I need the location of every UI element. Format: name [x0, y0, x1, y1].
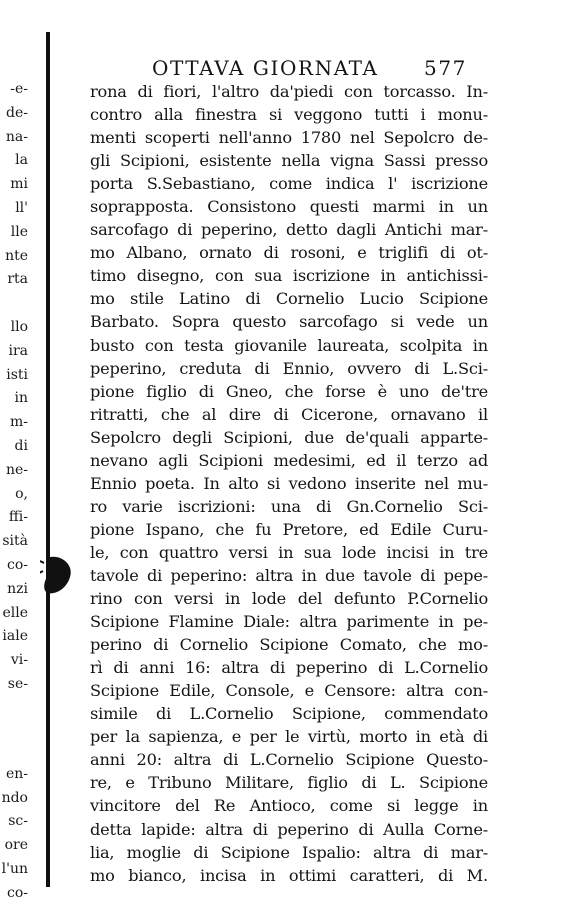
left-fragment: -e- [10, 81, 28, 97]
left-fragment: vi- [10, 652, 28, 669]
left-fragment: l'un [1, 860, 28, 877]
text-line: rona di fiori, l'altro da'piedi con torcasso. In- [90, 82, 488, 101]
text-line: timo disegno, con sua iscrizione in antichissi- [90, 266, 488, 286]
text-line: vincitore del Re Antioco, come si legge in [90, 796, 488, 816]
text-line: busto con testa giovanile laureata, scolpita in [90, 335, 488, 355]
text-line: nevano agli Scipioni medesimi, ed il terzo ad [90, 450, 488, 470]
left-fragment [0, 292, 28, 316]
text-line: mo bianco, incisa in ottimi caratteri, di M. [90, 865, 488, 885]
left-fragment: na- [5, 128, 28, 145]
left-fragment: di [14, 437, 28, 454]
text-line: menti scoperti nell'anno 1780 nel Sepolcro de- [90, 128, 488, 148]
left-fragment: en- [5, 765, 28, 782]
text-line: Barbato. Sopra questo sarcofago si vede un [90, 312, 488, 332]
left-fragment: la [15, 152, 28, 169]
left-fragment: lle [10, 223, 28, 240]
text-line: anni 20: altra di L.Cornelio Scipione Questo- [90, 750, 488, 770]
text-line: perino di Cornelio Scipione Comato, che mo- [90, 635, 488, 655]
left-fragment: sità [2, 533, 28, 550]
left-fragment-gap [0, 697, 28, 763]
text-line: Scipione Edile, Console, e Censore: altra con- [90, 681, 488, 701]
text-line: detta lapide: altra di peperino di Aulla Corne- [90, 819, 488, 839]
left-fragment: se- [7, 675, 28, 692]
left-fragment: co- [7, 556, 28, 573]
text-line: sarcofago di peperino, detto dagli Antichi mar- [90, 220, 488, 240]
text-line: le, con quattro versi in sua lode incisi in tre [90, 542, 488, 562]
text-line: porta S.Sebastiano, come indica l' iscrizione [90, 174, 488, 194]
text-line: contro alla finestra si veggono tutti i monu- [90, 105, 488, 125]
text-line: Scipione Flamine Diale: altra parimente in pe- [90, 612, 488, 632]
text-line: simile di L.Cornelio Scipione, commendato [90, 704, 488, 724]
text-line: pione Ispano, che fu Pretore, ed Edile Curu- [90, 519, 488, 539]
text-line: rì di anni 16: altra di peperino di L.Cornelio [90, 658, 488, 678]
text-line: ro varie iscrizioni: una di Gn.Cornelio Sci- [90, 496, 488, 516]
left-fragment: rta [7, 271, 28, 288]
text-line: rino con versi in lode del defunto P.Cornelio [90, 589, 488, 609]
left-fragment: ffi- [8, 509, 28, 526]
running-title: OTTAVA GIORNATA [152, 56, 379, 80]
left-fragment: co- [7, 884, 28, 901]
text-line: lia, moglie di Scipione Ispalio: altra di mar- [90, 842, 488, 862]
left-fragment: m- [9, 414, 28, 431]
page-number: 577 [424, 56, 467, 80]
left-fragment: ira [8, 342, 28, 359]
text-line: pione figlio di Gneo, che forse è uno de'tre [90, 381, 488, 401]
text-line: soprapposta. Consistono questi marmi in un [90, 197, 488, 217]
text-line: tavole di peperino: altra in due tavole di pepe- [90, 565, 488, 585]
left-fragment: iale [2, 628, 28, 645]
left-fragment: in [14, 390, 28, 407]
binding-gutter-line [46, 32, 50, 887]
left-fragment: ore [4, 837, 28, 854]
text-line: Ennio poeta. In alto si vedono inserite nel mu- [90, 473, 488, 493]
left-fragment: sc- [8, 813, 28, 830]
left-fragment: isti [6, 366, 28, 383]
left-fragment: nzi [7, 580, 28, 597]
text-line: ritratti, che al dire di Cicerone, ornavano il [90, 404, 488, 424]
text-line: gli Scipioni, esistente nella vigna Sassi presso [90, 151, 488, 171]
text-line: re, e Tribuno Militare, figlio di L. Scipione [90, 773, 488, 793]
left-page-margin-fragments [0, 78, 28, 906]
left-fragment: mi [10, 176, 28, 193]
left-fragment: ndo [1, 789, 28, 806]
text-line: peperino, creduta di Ennio, ovvero di L.Sci- [90, 358, 488, 378]
body-text [90, 80, 488, 887]
text-line: mo Albano, ornato di rosoni, e triglifi di ot- [90, 243, 488, 263]
left-fragment: o, [15, 485, 28, 502]
left-fragment: llo [10, 318, 28, 335]
text-line: per la sapienza, e per le virtù, morto in età di [90, 727, 488, 747]
ink-blot-mark [40, 555, 76, 597]
left-fragment: ll' [15, 199, 28, 216]
left-fragment: elle [2, 604, 28, 621]
text-line: Sepolcro degli Scipioni, due de'quali apparte- [90, 427, 488, 447]
left-fragment: de- [6, 104, 28, 121]
left-fragment: nte [5, 247, 28, 264]
text-line: mo stile Latino di Cornelio Lucio Scipione [90, 289, 488, 309]
left-fragment: ne- [5, 461, 28, 478]
